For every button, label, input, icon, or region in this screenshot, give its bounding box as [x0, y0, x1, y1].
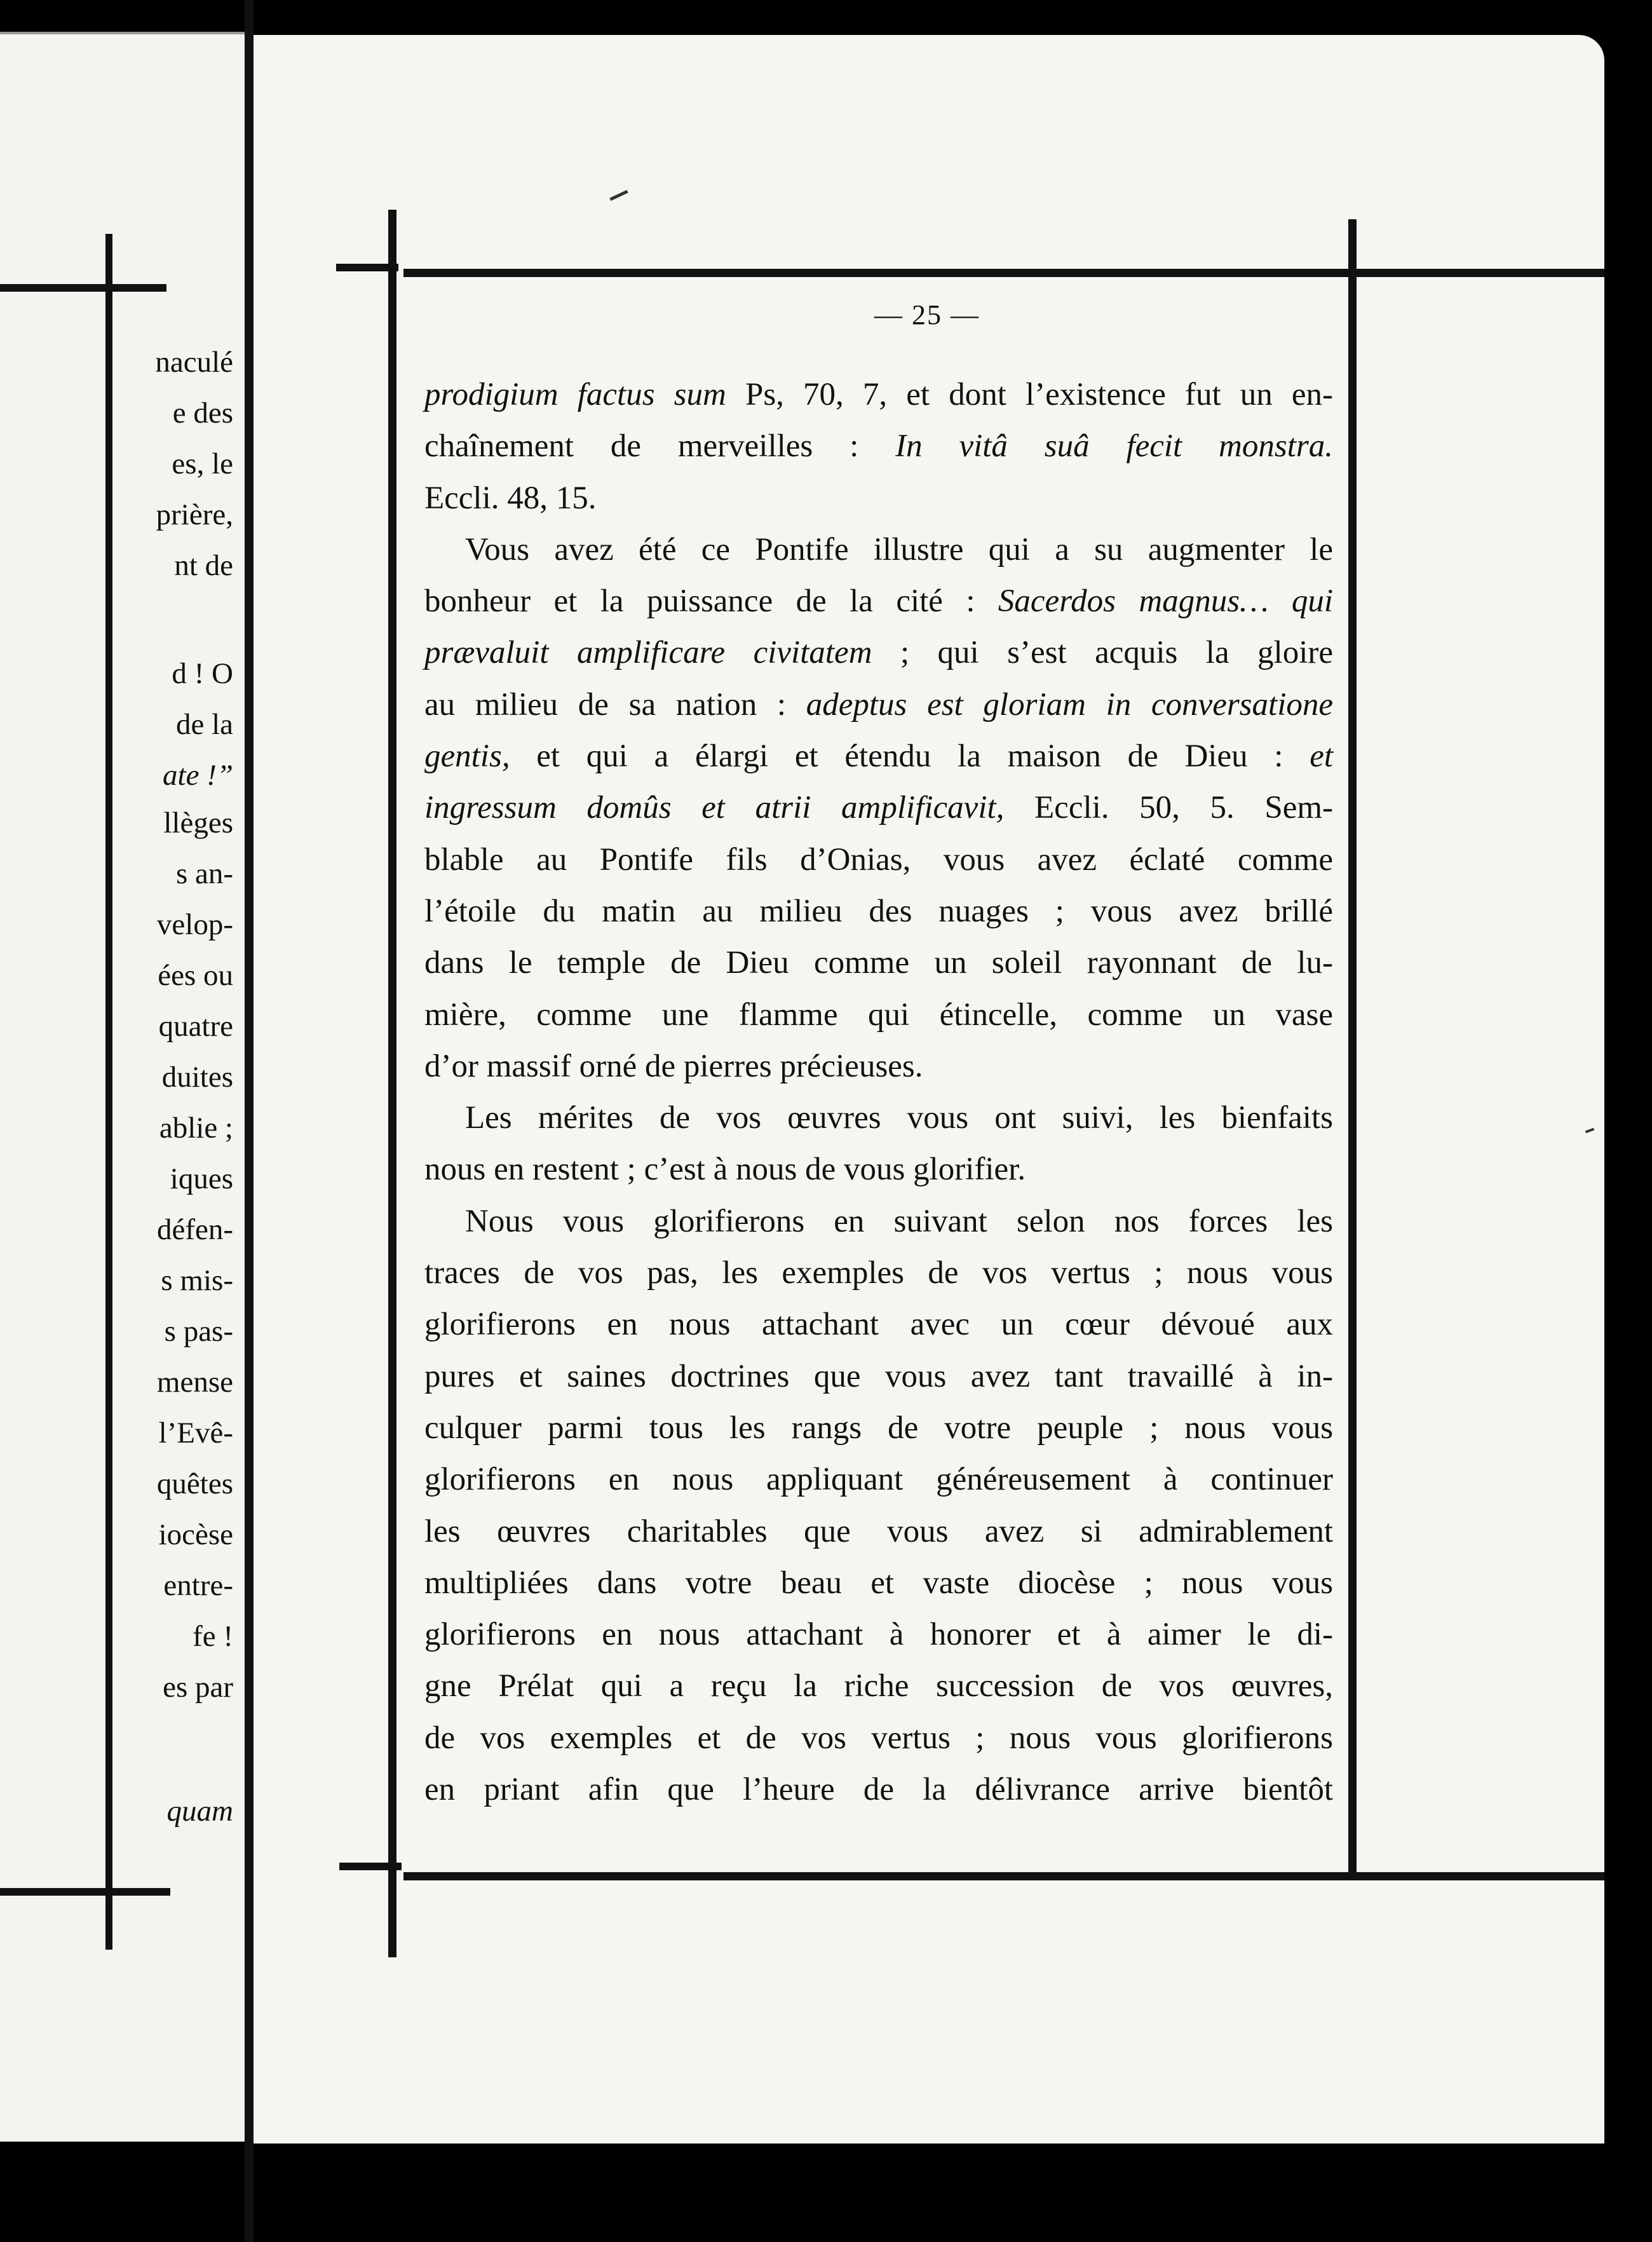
left-border-vertical [105, 234, 112, 1950]
text-segment: ; qui s’est acquis la gloire [872, 635, 1333, 671]
left-fragment-line: quam [166, 1795, 233, 1828]
text-segment: de vos exemples et de vos vertus ; nous vous glorifierons [424, 1720, 1333, 1756]
left-fragment-line: es, le [172, 447, 233, 480]
text-line [424, 1506, 1333, 1558]
border-left [388, 210, 396, 1957]
text-segment: Eccli. 48, 15. [424, 480, 597, 516]
italic-segment: prævaluit amplificare civitatem [424, 635, 872, 671]
text-line [424, 1247, 1333, 1299]
left-fragment-line: iques [170, 1162, 233, 1195]
text-segment: Les mérites de vos œuvres vous ont suivi, les bienfaits [465, 1100, 1333, 1136]
left-border-top [0, 284, 166, 292]
left-fragment-line: s pas- [164, 1315, 233, 1348]
text-segment: glorifierons en nous attachant à honorer et à aimer le di- [424, 1617, 1333, 1653]
left-fragment-line: l’Evê- [158, 1417, 233, 1450]
text-line [424, 1454, 1333, 1505]
italic-segment: adeptus est gloriam in conversatione [806, 686, 1334, 723]
text-line [424, 1092, 1333, 1144]
left-fragment-line: llèges [163, 806, 233, 839]
text-segment: bonheur et la puissance de la cité : [424, 583, 998, 620]
left-fragment-line: iocèse [158, 1518, 233, 1551]
border-top [403, 269, 1604, 277]
italic-segment: prodigium factus sum [424, 377, 726, 412]
text-segment: et qui a élargi et étendu la maison de Dieu : [510, 738, 1310, 775]
text-line [424, 421, 1333, 472]
text-line [424, 576, 1333, 627]
text-segment: mière, comme une flamme qui étincelle, comme un vase [424, 996, 1333, 1033]
text-line [424, 1558, 1333, 1609]
text-segment: Ps, 70, 7, et dont l’existence fut un en- [726, 377, 1333, 412]
text-line [424, 1764, 1333, 1816]
left-fragment-line: naculé [155, 346, 233, 379]
text-line [424, 1196, 1333, 1247]
text-segment: l’étoile du matin au milieu des nuages ; vous avez brillé [424, 893, 1333, 929]
page-edge [0, 32, 245, 34]
left-fragment-line: fe ! [193, 1620, 233, 1653]
left-fragment-line: mense [156, 1366, 233, 1399]
text-line [424, 524, 1333, 576]
italic-segment: et [1310, 738, 1333, 775]
text-segment: dans le temple de Dieu comme un soleil rayonnant de lu- [424, 945, 1333, 981]
text-segment: glorifierons en nous attachant avec un cœur dévoué aux [424, 1307, 1333, 1343]
text-line [424, 1299, 1333, 1350]
italic-segment: ingressum domûs et atrii amplificavit, [424, 790, 1005, 826]
text-line [424, 1351, 1333, 1403]
left-fragment-line: s mis- [161, 1264, 233, 1297]
text-line [424, 937, 1333, 989]
right-page [254, 35, 1604, 2143]
left-fragment-line: velop- [156, 908, 233, 941]
text-segment: nous en restent ; c’est à nous de vous glorifier. [424, 1152, 1026, 1188]
left-page [0, 32, 245, 2142]
text-line [424, 1041, 1333, 1092]
text-segment: gne Prélat qui a reçu la riche succession de vos œuvres, [424, 1668, 1333, 1704]
text-line [424, 1713, 1333, 1764]
text-line [424, 679, 1333, 731]
text-segment: traces de vos pas, les exemples de vos vertus ; nous vous [424, 1255, 1333, 1291]
left-fragment-line: nt de [174, 549, 233, 582]
left-fragment-line: défen- [156, 1213, 233, 1246]
text-segment: en priant afin que l’heure de la délivrance arrive bientôt [424, 1772, 1333, 1808]
text-segment: Vous avez été ce Pontife illustre qui a su augmenter le [465, 531, 1333, 567]
text-segment: pures et saines doctrines que vous avez tant travaillé à in- [424, 1358, 1333, 1394]
italic-segment: Sacerdos magnus… qui [998, 583, 1333, 620]
text-segment: multipliées dans votre beau et vaste diocèse ; nous vous [424, 1565, 1333, 1601]
text-line [424, 1609, 1333, 1661]
left-fragment-line: quêtes [156, 1467, 233, 1500]
border-bottom [403, 1872, 1604, 1880]
left-fragment-line: entre- [163, 1569, 233, 1602]
left-fragment-line: de la [175, 708, 233, 741]
text-segment: Eccli. 50, 5. Sem- [1004, 790, 1334, 826]
text-segment: au milieu de sa nation : [424, 686, 806, 723]
text-line [424, 627, 1333, 679]
left-fragment-line: s an- [175, 857, 233, 890]
text-segment: blable au Pontife fils d’Onias, vous avez éclaté comme [424, 841, 1333, 878]
text-segment: glorifierons en nous appliquant généreusement à continuer [424, 1462, 1333, 1498]
body-text [424, 369, 1333, 1816]
left-fragment-line: prière, [156, 498, 233, 531]
left-fragment-line: ate !” [163, 759, 233, 792]
speck [609, 190, 628, 201]
left-fragment-line: ablie ; [159, 1111, 233, 1145]
text-line [424, 1403, 1333, 1454]
text-line [424, 1661, 1333, 1712]
text-line [424, 989, 1333, 1041]
left-border-bottom [0, 1888, 170, 1896]
text-line [424, 782, 1333, 834]
page-number: — 25 — [874, 299, 980, 330]
speck [1585, 1128, 1595, 1134]
italic-segment: In vitâ suâ fecit monstra. [895, 428, 1333, 465]
left-fragment-line: quatre [158, 1010, 233, 1043]
left-fragment-line: duites [161, 1061, 233, 1094]
text-segment: culquer parmi tous les rangs de votre peuple ; nous vous [424, 1410, 1333, 1446]
text-line [424, 473, 1333, 524]
text-line [424, 369, 1333, 421]
text-line [424, 731, 1333, 782]
left-fragment-line: e des [172, 397, 233, 430]
text-segment: d’or massif orné de pierres précieuses. [424, 1048, 923, 1084]
text-segment: les œuvres charitables que vous avez si admirablement [424, 1513, 1333, 1549]
border-right [1348, 219, 1357, 1878]
text-line [424, 886, 1333, 937]
left-fragment-line: es par [163, 1671, 233, 1704]
book-gutter [245, 0, 254, 2242]
text-line [424, 834, 1333, 886]
italic-segment: gentis, [424, 738, 510, 775]
text-segment: Nous vous glorifierons en suivant selon nos forces les [465, 1203, 1333, 1239]
text-line [424, 1144, 1333, 1195]
left-fragment-line: ées ou [158, 959, 233, 992]
text-segment: chaînement de merveilles : [424, 428, 896, 465]
left-fragment-line: d ! O [172, 657, 233, 690]
